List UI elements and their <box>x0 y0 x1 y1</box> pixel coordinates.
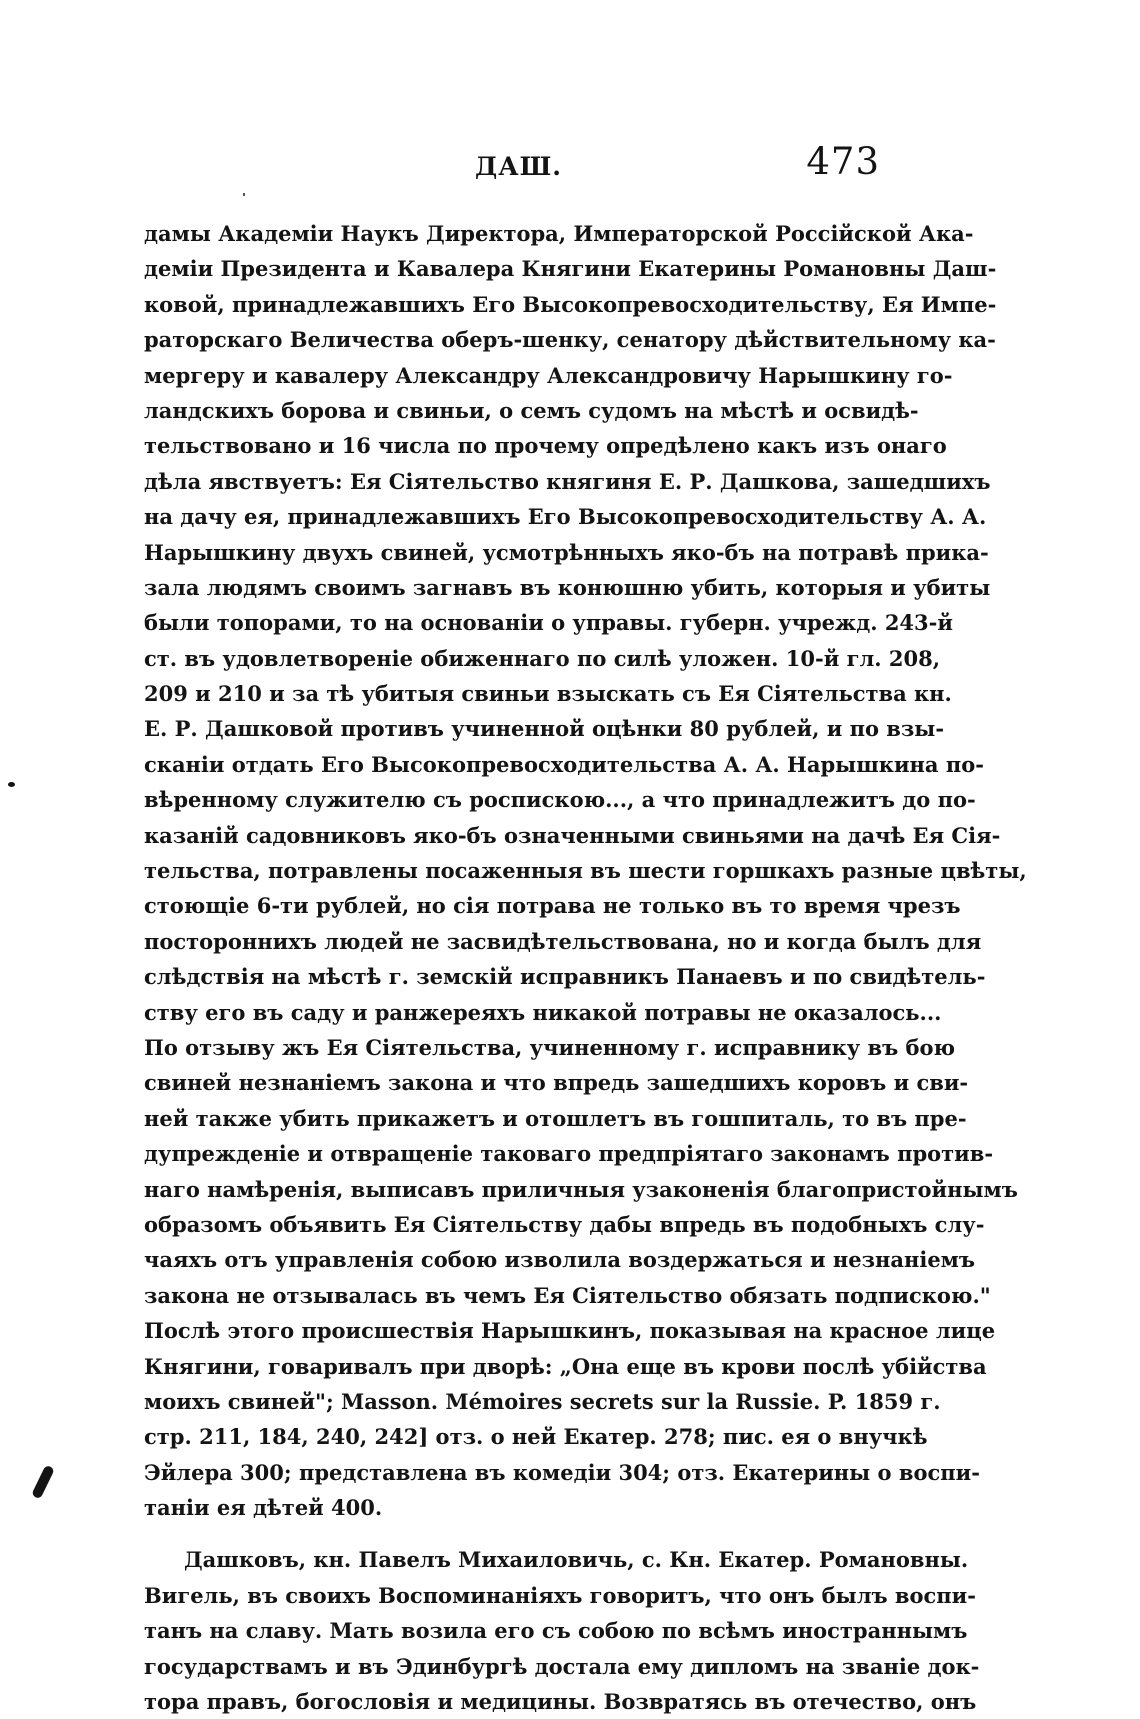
text-line: 209 и 210 и за тѣ убитыя свиньи взыскать съ Ея Сіятельства кн. <box>144 681 952 707</box>
text-line: тельства, потравлены посаженныя въ шести горшкахъ разные цвѣты, <box>144 858 1027 884</box>
text-line: таніи ея дѣтей 400. <box>144 1495 383 1521</box>
page-header <box>140 140 880 190</box>
ink-dot-mark <box>8 782 15 787</box>
running-head: ДАШ. <box>475 152 562 181</box>
text-line: стр. 211, 184, 240, 242] отз. о ней Екатер. 278; пис. ея о внучкѣ <box>144 1424 928 1450</box>
text-line: деміи Президента и Кавалера Княгини Екатерины Романовны Даш- <box>144 256 997 282</box>
text-line: раторскаго Величества оберъ-шенку, сенатору дѣйствительному ка- <box>144 327 996 353</box>
body-text <box>144 216 1027 1719</box>
paragraph-gap <box>144 1525 884 1542</box>
text-line: ст. въ удовлетвореніе обиженнаго по силѣ уложен. 10-й гл. 208, <box>144 645 941 671</box>
text-line: наго намѣренія, выписавъ приличныя узаконенія благопристойнымъ <box>144 1176 1018 1202</box>
text-line: моихъ свиней"; Masson. Mémoires secrets sur la Russie. P. 1859 г. <box>144 1388 941 1414</box>
text-line: Эйлера 300; представлена въ комедіи 304; отз. Екатерины о воспи- <box>144 1459 980 1485</box>
text-line: тора правъ, богословія и медицины. Возвратясь въ отечество, онъ <box>144 1689 977 1715</box>
text-line: ству его въ саду и ранжереяхъ никакой потравы не оказалось... <box>144 999 942 1025</box>
ink-speck-mark <box>243 193 245 196</box>
text-line: дупрежденіе и отвращеніе таковаго предпріятаго законамъ против- <box>144 1141 994 1167</box>
text-line: чаяхъ отъ управленія собою изволила воздержаться и незнаніемъ <box>144 1247 976 1273</box>
text-line: на дачу ея, принадлежавшихъ Его Высокопревосходительству А. А. <box>144 504 987 530</box>
text-line: закона не отзывалась въ чемъ Ея Сіятельство обязать подпискою." <box>144 1282 991 1308</box>
ink-stroke-mark <box>31 1465 55 1500</box>
text-line: были топорами, то на основаніи о управы. губерн. учрежд. 243-й <box>144 610 953 636</box>
text-line: слѣдствія на мѣстѣ г. земскій исправникъ Панаевъ и по свидѣтель- <box>144 964 986 990</box>
text-line: дѣла явствуетъ: Ея Сіятельство княгиня Е. Р. Дашкова, зашедшихъ <box>144 468 991 494</box>
text-line: Вигель, въ своихъ Воспоминаніяхъ говоритъ, что онъ былъ воспи- <box>144 1582 976 1608</box>
entry-heading-line: Дашковъ, кн. Павелъ Михаиловичь, с. Кн. Екатер. Романовны. <box>184 1547 969 1573</box>
text-line: казаній садовниковъ яко-бъ означенными свиньями на дачѣ Ея Сія- <box>144 822 1001 848</box>
text-line: сканіи отдать Его Высокопревосходительства А. А. Нарышкина по- <box>144 751 984 777</box>
text-line: зала людямъ своимъ загнавъ въ конюшню убить, которыя и убиты <box>144 574 991 600</box>
text-line: Нарышкину двухъ свиней, усмотрѣнныхъ яко-бъ на потравѣ прика- <box>144 539 989 565</box>
text-line: ковой, принадлежавшихъ Его Высокопревосходительству, Ея Импе- <box>144 291 997 317</box>
text-line: образомъ объявить Ея Сіятельству дабы впредь въ подобныхъ слу- <box>144 1211 985 1237</box>
text-line: государствамъ и въ Эдинбургѣ достала ему дипломъ на званіе док- <box>144 1653 980 1679</box>
text-line: мергеру и кавалеру Александру Александровичу Нарышкину го- <box>144 362 953 388</box>
text-line: тельствовано и 16 числа по прочему опредѣлено какъ изъ онаго <box>144 433 947 459</box>
text-line: вѣренному служителю съ роспискою..., а что принадлежитъ до по- <box>144 787 976 813</box>
text-line: Княгини, говаривалъ при дворѣ: „Она еще въ крови послѣ убійства <box>144 1353 987 1379</box>
text-line: ней также убить прикажетъ и отошлетъ въ гошпиталь, то въ пре- <box>144 1105 967 1131</box>
text-line: Послѣ этого происшествія Нарышкинъ, показывая на красное лице <box>144 1318 996 1344</box>
text-line: стоющіе 6-ти рублей, но сія потрава не только въ то время чрезъ <box>144 893 961 919</box>
text-line: постороннихъ людей не засвидѣтельствована, но и когда былъ для <box>144 928 982 954</box>
text-line: По отзыву жъ Ея Сіятельства, учиненному г. исправнику въ бою <box>144 1034 956 1060</box>
page-number: 473 <box>806 140 880 183</box>
text-line: Е. Р. Дашковой противъ учиненной оцѣнки 80 рублей, и по взы- <box>144 716 945 742</box>
text-line: дамы Академіи Наукъ Директора, Императорской Россійской Ака- <box>144 221 974 246</box>
text-line: ландскихъ борова и свиньи, о семъ судомъ на мѣстѣ и освидѣ- <box>144 397 919 423</box>
text-line: свиней незнаніемъ закона и что впредь зашедшихъ коровъ и сви- <box>144 1070 969 1096</box>
text-line: танъ на славу. Мать возила его съ собою по всѣмъ иностраннымъ <box>144 1618 968 1644</box>
